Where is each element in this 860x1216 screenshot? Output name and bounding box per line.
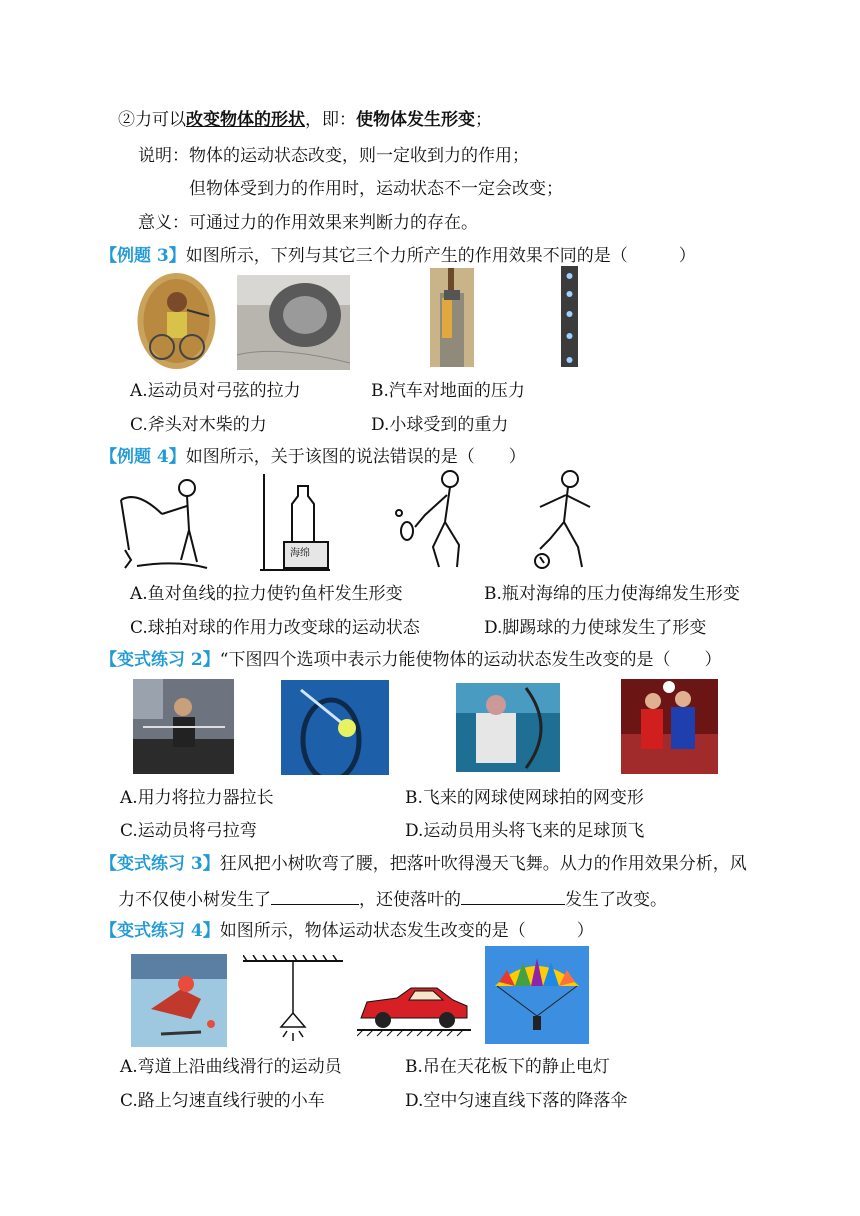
option-c[interactable]: C.斧头对木柴的力 [130, 415, 267, 435]
question-text: 如图所示，下列与其它三个力所产生的作用效果不同的是（ ） [185, 246, 696, 266]
note-text-1: 物体的运动状态改变，则一定收到力的作用； [189, 146, 529, 166]
archer-image [137, 272, 216, 370]
option-b[interactable]: B.瓶对海绵的压力使海绵发生形变 [484, 584, 740, 604]
option-c[interactable]: C.球拍对球的作用力改变球的运动状态 [130, 618, 420, 638]
archer-bow-image [456, 683, 560, 772]
question-tag: 【例题 4】 [100, 447, 186, 467]
fishing-image [117, 470, 212, 574]
option-d[interactable]: D.空中匀速直线下落的降落伞 [405, 1091, 628, 1111]
question-text: “下图四个选项中表示力能使物体的运动状态发生改变的是（ ） [219, 650, 722, 670]
option-d[interactable]: D.小球受到的重力 [371, 415, 509, 435]
soccer-header-image [621, 679, 718, 774]
intro-text: ，即： [305, 110, 356, 130]
note-line-2: 但物体受到力的作用时，运动状态不一定会改变； [189, 179, 563, 199]
question-text: 如图所示，物体运动状态发生改变的是（ ） [219, 921, 594, 941]
intro-line-1 [118, 108, 492, 132]
intro-text: ； [475, 110, 492, 130]
question-tag: 【变式练习 4】 [100, 921, 220, 941]
option-b[interactable]: B.汽车对地面的压力 [371, 381, 525, 401]
axe-wood-image [430, 268, 474, 367]
option-a[interactable]: A.用力将拉力器拉长 [120, 788, 274, 808]
question-text: 力不仅使小树发生了 [118, 890, 271, 910]
intro-text: 力可以 [135, 110, 186, 130]
option-b[interactable]: B.飞来的网球使网球拍的网变形 [405, 788, 644, 808]
speed-skater-image [131, 954, 227, 1047]
key-phrase-deform: 使物体发生形变 [356, 110, 475, 130]
question-tag: 【变式练习 3】 [100, 854, 220, 874]
tennis-racket-image [281, 680, 389, 775]
option-c[interactable]: C.路上匀速直线行驶的小车 [120, 1091, 325, 1111]
chest-expander-image [133, 679, 234, 774]
question-text: ，还使落叶的 [359, 890, 461, 910]
parachute-image [485, 946, 589, 1044]
sponge-label: 海绵 [290, 548, 310, 559]
note-line-1 [138, 144, 529, 168]
hanging-lamp-image [243, 955, 343, 1043]
question-tag: 【例题 3】 [100, 246, 186, 266]
tennis-player-image [395, 467, 485, 571]
car-on-road-image [357, 968, 471, 1043]
option-c[interactable]: C.运动员将弓拉弯 [120, 821, 257, 841]
option-b[interactable]: B.吊在天花板下的静止电灯 [405, 1057, 610, 1077]
option-a[interactable]: A.弯道上沿曲线滑行的运动员 [120, 1057, 342, 1077]
note-label: 说明： [138, 146, 189, 166]
answer-blank-2[interactable] [461, 886, 565, 905]
question-text: 发生了改变。 [565, 890, 667, 910]
exercise-3-line-2 [118, 886, 667, 912]
key-phrase-change-shape: 改变物体的形状 [186, 110, 305, 130]
option-a[interactable]: A.鱼对鱼线的拉力使钓鱼杆发生形变 [130, 584, 403, 604]
meaning-line: 意义：可通过力的作用效果来判断力的存在。 [138, 213, 478, 233]
answer-blank-1[interactable] [271, 886, 359, 905]
exercise-4-stem [100, 919, 594, 943]
bottle-on-sponge-image [260, 474, 330, 572]
question-tag: 【变式练习 2】 [100, 650, 220, 670]
car-tire-image [237, 275, 350, 370]
question-text: 狂风把小树吹弯了腰，把落叶吹得漫天飞舞。从力的作用效果分析，风 [219, 854, 747, 874]
question-4-stem [100, 445, 526, 469]
option-d[interactable]: D.脚踢球的力使球发生了形变 [484, 618, 707, 638]
question-text: 如图所示，关于该图的说法错误的是（ ） [185, 447, 526, 467]
option-a[interactable]: A.运动员对弓弦的拉力 [130, 381, 301, 401]
exercise-3-line-1 [100, 852, 747, 876]
falling-ball-image [561, 266, 578, 367]
kicking-ball-image [520, 467, 600, 571]
circled-number: ② [118, 110, 135, 130]
exercise-2-stem [100, 648, 721, 672]
option-d[interactable]: D.运动员用头将飞来的足球顶飞 [405, 821, 645, 841]
question-3-stem [100, 244, 696, 268]
